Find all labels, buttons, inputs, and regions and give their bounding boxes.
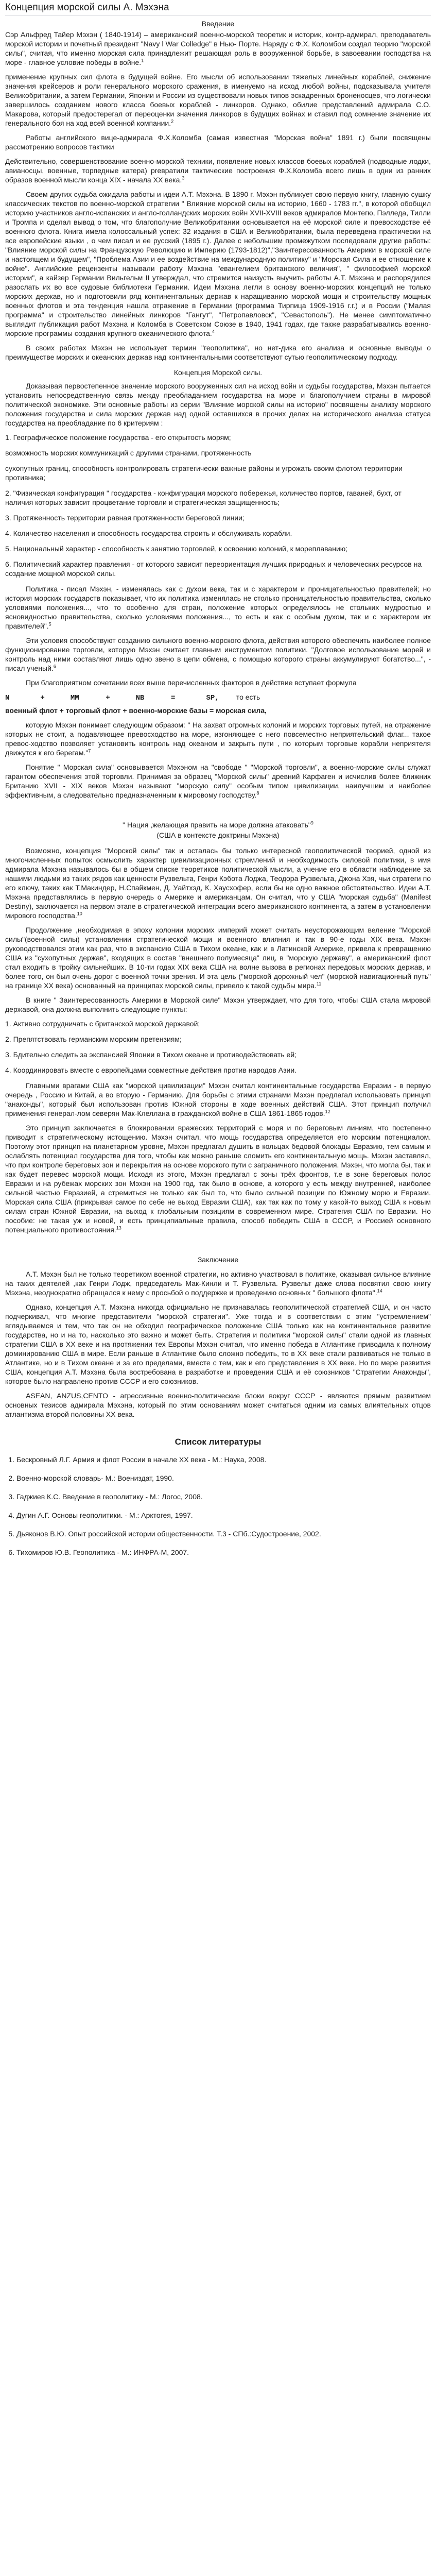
footnote-mark: 6: [53, 664, 56, 669]
reference-item: 2. Военно-морской словарь- М.: Воениздат, 1990.: [16, 1473, 431, 1483]
intro-paragraph: Своем других судьба ожидала работы и идеи А.Т. Мэхэна. В 1890 г. Мэхэн публикует свою первую книгу, главную сушку классических текстов по военно-морской стратегии " Влияние морской силы на историю, 1660 - 1783 гг.", в которой обобщил историю участников англо-испанских и англо-голландских морских войн XVII-XVIII веков адмиралов Монтегю, Пэлледа, Тилли и Тромпа и сделал вывод о том, что благополучие Великобритании основывается на её морской силе и превосходстве её военного флота. Книга имела колоссальный успех: 32 издания в США и Великобритании, была переведена практически на все европейские языки , о чем писал и ее русский (1895 г.). Далее с небольшим промежутком последовали другие работы: "Влияние морской силы на Французскую Революцию и Империю (1793-1812)","Заинтересованность Америки в морской силе и настоящем и будущем", "Проблема Азии и ее воздействие на международную политику" и "Морская Сила и ее отношение к войне". Английские рецензенты называли работу Мэхэна "евангелием британского величия", " философией морской истории", а кайзер Германии Вильгельм II утверждал, что стремится наизусть выучить работы А.Т. Мэхэна и распорядился разослать их во все судовые библиотеки Германии. Идеи Мэхэна легли в основу военно-морских концепций не только морских держав, но и подготовили ряд континентальных держав к наращиванию морской мощи и строительству мощных военных флотов и эта тенденция нашла отражение в Германии (программа Тирпица 1909-1916 г.г.) и в России ("Малая программа" и строительство линейных линкоров "Гангут", "Петропавловск", "Севастополь"). Не менее симптоматично выглядит публикация работ Мэхэна и Коломба в Советском Союзе в 1940, 1941 годах, где также разрабатывались военно-морские программы создания крупного океанического флота.$^4$: [5, 190, 431, 337]
formula-term: MM: [70, 694, 79, 702]
formula-term: +: [40, 694, 45, 702]
criteria-item: 3. Протяженность территории равная протяженности береговой линии;: [5, 514, 245, 522]
body-paragraph: Эти условия способствуют созданию сильного военно-морского флота, действия которого обеспечить наиболее полное функционирование торговли, которую Мэхэн считает главным инструментом политики. "Долговое использование морей и контроль над ними составляют лишь одно звено в цепи обмена, с помощью которого страны аккумулируют богатство...", - писал ученый.$^6$: [5, 636, 431, 672]
footnote-mark: 2: [171, 118, 174, 124]
footnote-mark: 9: [310, 820, 313, 826]
body-paragraph: Продолжение ,необходимая в эпоху колонии морских империй может считать неусторожающим веление "Морской силы"(военной силы) установлении стратегической мощи и военного влияния и так в 90-е годы XIX века. Мэхэн руководствовался этим как раз, что в экспансию США в Тихом океане, как и в Латинской Америке, привела к превращению США из "сухопутных держав", входящих в состав "внешнего полумесяца" лиц, в "морскую державу", а американский флот стал входить в тройку сильнейших. В 10-ти годах XIX века США на волне вызова в регионах передовых морских держав, и более того, он был очень дорог с военной точки зрения. И эта цель ("морской дорожный чел" (морской навигационный путь" на границе ХХ века) основанный на принципах морской силы, привело к такой судьбы мира.$^{11}$: [5, 926, 431, 990]
footnote-mark: 3: [182, 175, 185, 181]
criteria-item: 5. Национальный характер - способность к занятию торговлей, к освоению колоний, к мореплаванию;: [5, 545, 348, 553]
epigraph: " Нация ,желающая править на море должна атаковать"$^9$: [123, 820, 313, 829]
footnote-mark: 12: [325, 1109, 330, 1114]
intro-paragraph: Сэр Альфред Тайер Мэхэн ( 1840-1914) – американский военно-морской теоретик и историк, контр-адмирал, преподаватель морской истории и почетный президент "Navy l War Colledge" в Нью- Порте. Наряду с Ф.Х. Коломбом создал теорию "морской силы", считая, что именно морская сила принадлежит решающая роль в вооруженной борьбе, в завоевании господства на море - главное условие победы в войне.$^1$: [5, 30, 431, 66]
formula-term: =: [171, 694, 176, 702]
footnote-mark: 14: [377, 1288, 382, 1294]
criteria-item: 1. Географическое положение государства - его открытость морям;: [5, 433, 231, 442]
footnote-mark: 8: [256, 790, 259, 796]
footnote-mark: 10: [77, 911, 82, 917]
intro-paragraph: Работы английского вице-адмирала Ф.Х.Коломба (самая известная "Морская война" 1891 г.) были посвящены рассмотрению вопросов тактики: [5, 133, 431, 151]
intro-heading: Введение: [201, 20, 235, 28]
criteria-item: сухопутных границ, способность контролировать стратегически важные районы и угрожать своим флотом территории противника;: [5, 464, 403, 482]
reference-item: 1. Бескровный Л.Г. Армия и флот России в начале XX века - М.: Наука, 2008.: [16, 1455, 431, 1464]
action-item: 4. Координировать вместе с европейцами совместные действия против народов Азии.: [5, 1066, 297, 1074]
action-list: [5, 1019, 431, 1075]
body-paragraph: Политика - писал Мэхэн, - изменялась как с духом века, так и с характером и проницательностью правителей; но история морских государств показывает, что их политика изменялась не столько проницательностью правительства, сколько условиями положения..., что то особенно для стран, положение которых определялось не стольких мудростью и ясновидностью правительства, сколько условиями положения..., то есть и как с особым духом, так и с характером их правителей".$^5$: [5, 585, 431, 630]
epigraph-block: [5, 820, 431, 840]
page-title: Концепция морской силы А. Мэхэна: [5, 0, 431, 15]
footnote-mark: 4: [212, 329, 215, 334]
footnote-mark: 13: [116, 1225, 121, 1231]
reference-item: 6. Тихомиров Ю.В. Геополитика - М.: ИНФРА-М, 2007.: [16, 1548, 431, 1557]
conclusion-paragraph: Однако, концепция А.Т. Мэхэна никогда официально не признавалась геополитической стратегией США, и он часто подчеркивал, что многие представители "морской стратегии". Уже тогда и в соответствии с этим "устремлением" вглядываемся и тем, что так он не обходил географическое положение США только как на континентальное развитие государства, но и на то, насколько это важно и может быть. Стратегия и политики "морской силы" стали одной из главных стратегии США в XX веке и на протяжении тех Европы Мэхэн считал, что именно победа в Атлантике приводила к полному доминированию США в мире. Если раньше в Атлантике было сложно победить, то в XX веке стали развиваться не только в Атлантике, но и в Тихом океане и за его пределами, вместе с тем, как и его представления в XX веке. Но по мере развития США, концепция А.Т. Мэхэна была востребована в разработке и проведении США и её союзников "Стратегии Анаконды", которое было направлено против СССР и его союзников.: [5, 1303, 431, 1385]
formula-text: военный флот + торговый флот + военно-морские базы = морская сила,: [5, 706, 267, 715]
conclusion-paragraph: ASEAN, ANZUS,CENTO - агрессивные военно-политические блоки вокруг СССР - являются прямым развитием основных тезисов адмирала Мэхэна, который по этим основаниям может считаться одним из самых влиятельных отцов атлантизма второй половины XX века.: [5, 1392, 431, 1418]
section-heading: Концепция Морской силы.: [173, 368, 263, 377]
body-paragraph: Понятие " Морская сила" основывается Мэхэном на "свободе " "Морской торговли", а военно-морские силы служат гарантом обеспечения этой торговли. Принимая за образец "Морской силы" древний Карфаген и исчислив более ближних Британию XVII - XIX веков Мэхэн называют "морскую силу" особым типом цивилизации, наилучшим и наиболее эффективным, а следовательно предназначенным к мировому господству.$^8$: [5, 763, 431, 799]
reference-item: 4. Дугин А.Г. Основы геополитики. - М.: Арктогея, 1997.: [16, 1511, 431, 1520]
footnote-mark: 7: [88, 748, 91, 754]
criteria-list: [5, 433, 431, 578]
footnote-mark: 5: [48, 621, 51, 627]
criteria-item: 6. Политический характер правления - от которого зависит переориентация лучших природных и человеческих ресурсов на создание мощной морской силы.: [5, 560, 422, 578]
criteria-item: 4. Количество населения и способность государства строить и обслуживать корабли.: [5, 529, 292, 537]
intro-paragraph: Действительно, совершенствование военно-морской техники, появление новых классов боевых кораблей (подводные лодки, авианосцы, военные, торпедные катера) preвратили тактические построения Ф.Х.Коломба всего лишь в одни из ранних образов военной мысли конца XIX - начала XX века.$^3$: [5, 157, 431, 184]
formula-term: +: [106, 694, 110, 702]
action-item: 3. Бдительно следить за экспансией Японии в Тихом океане и противодействовать ей;: [5, 1050, 297, 1059]
references-heading: Список литературы: [175, 1437, 261, 1447]
conclusion-heading: Заключение: [197, 1256, 239, 1264]
action-item: 2. Препятствовать германским морским претензиям;: [5, 1035, 182, 1043]
footnote-mark: 1: [141, 58, 144, 63]
conclusion-paragraph: А.Т. Мэхэн был не только теоретиком военной стратегии, но активно участвовал в политике, оказывая сильное влияние на таких деятелей ,как Генри Лодж, председатель Мак-Кинли и Т. Рузвельта. Рузвельт даже слова посвятил свою книгу Мэхэна, неоднократно обращался к нему с просьбой о поддержке и проведению основных " большого флота".$^{14}$: [5, 1270, 431, 1297]
criteria-item: 2. "Физическая конфигурация " государства - конфигурация морского побережья, количество портов, гаваней, бухт, от наличия которых зависит процветание торговли и стратегическая защищенность;: [5, 489, 402, 506]
formula-term: то есть: [236, 693, 260, 701]
criteria-item: возможность морских коммуникаций с другими странами, протяженность: [5, 449, 252, 457]
body-paragraph: При благоприятном сочетании всех выше перечисленных факторов в действие вступает формула: [26, 679, 357, 687]
epigraph-subtitle: (США в контексте доктрины Мэхэна): [156, 831, 280, 839]
intro-paragraph: применение крупных сил флота в будущей войне. Его мысли об использовании тяжелых линейных кораблей, снижение значения крейсеров и роли генерального морского сражения, в именуемо на исход любой войны, подсказывала учителя Великобритании, а затем Германии, Японии и России из существовали новых типов эскадренных броненосцев, что логически завершилось созданием нового класса боевых кораблей - линкоров. Однако, обилие представлений адмирала С.О. Макарова, который предостерегал от переоценки значения линкоров в будущих войнах и ставил под сомнение значение их генерального боя на ход всей военной компании.$^2$: [5, 73, 431, 127]
body-paragraph: В книге " Заинтересованность Америки в Морской силе" Мэхэн утверждает, что для того, чтобы США стала мировой державой, она должна выполнить следующие пункты:: [5, 996, 431, 1013]
formula-term: N: [5, 694, 10, 702]
intro-paragraph: В своих работах Мэхэн не использует термин "геополитика", но нет-дика его анализа и основные выводы о преимуществе морских и океанских держав над континентальными соответствуют сутью геополитическому подходу.: [5, 344, 431, 361]
footnote-mark: 11: [316, 981, 322, 987]
section-paragraph: Доказывая первостепенное значение морского вооруженных сил на исход войн и судьбы государства, Мэхэн пытается установить непосредственную связь между преобладанием государства на море и благополучием страны в мировой политической экономике. Эти основные работы из серии "Влияние морской силы на историю" посвящены анализу морского положения государства и сила морских держав над одной оставшихся в прочих делах на исторического анализа статуса государства на преобладание по 6 критериям :: [5, 382, 431, 427]
body-paragraph: Это принцип заключается в блокировании вражеских территорий с моря и по береговым линиям, что постепенно приводит к стратегическому истощению. Мэхэн считал, что мощь государства определяется его морским потенциалом. Поэтому этот принцип на планетарном уровне, Мэхэн предлагал душить в кольцах бедовой блокады Евразию, тем самым и ослаблять потенциал государства для того, чтобы как можно раньше сломить его континентальную мощь. Мэхэн заставлял, что при контроле береговых зон и перекрытия на основе морского пути с заграничного положения. Мэхэн, что могла бы, так и как будет перевес морской мощи. Исходя из этого, Мэхэн предлагал с зоны трёх фронтов, т.е в зоне береговых полос Евразии и на рубежах морских зон Мэхэн на 1900 год, так было в основе, а которого у есть между внутренней, наиболее сильной частью Евразией, а стремиться не только как был то, что было сильной позиции по Южному морю и Евразии. Морская сила США (прикрывая самое по себе не выход Евразии США), как так как по тому у какой-то выход США к новым силам стран Южной Евразии, на выход к глобальным позициям в современном мире. Стратегия США по Евразии. Но пособие: не такая уж и новой, и есть принципиальные правила, способ победить США в СССР, и Россией основного потенциального противостояния.$^{13}$: [5, 1124, 431, 1234]
body-paragraph: которую Мэхэн понимает следующим образом: " На захват огромных колоний и морских торговых путей, на отражение которых не стоит, а подавляющее превосходство на море, изгоняющее с него повсеместно неприятельский флаг... такое превос-ходство позволяет установить контроль над океаном и закрыть пути , по которым торговые корабли неприятеля движутся к его берегам."$^7$: [5, 721, 431, 757]
formula-symbols: [5, 692, 431, 703]
action-item: 1. Активно сотрудничать с британской морской державой;: [5, 1020, 200, 1028]
references-list: [5, 1455, 431, 1557]
reference-item: 5. Дьяконов В.Ю. Опыт российской истории общественности. Т.3 - СПб.:Судостроение, 2002.: [16, 1529, 431, 1538]
body-paragraph: Главными врагами США как "морской цивилизации" Мэхэн считал континентальные государства Евразии - в первую очередь , Россию и Китай, а во вторую - Германию. Для борьбы с этими странами Мэхэн предлагал использовать принцип "анаконды", который был использован против Южной стороны в ходе военных действий США. Этот принцип получил применения генерал-лом северян Мак-Клеллана в гражданской войне в США 1861-1865 годов.$^{12}$: [5, 1081, 431, 1117]
formula-term: SP,: [206, 694, 219, 702]
reference-item: 3. Гаджиев К.С. Введение в геополитику - М.: Логос, 2008.: [16, 1492, 431, 1501]
body-paragraph: Возможно, концепция "Морской силы" так и осталась бы только интересной геополитической теорией, одной из многочисленных попыток осмыслить характер цивилизационных стремлений и необходимость силовой политики, в имя адмирала Мэхэна называлось бы в общем списке теоретиков политической мысли, а учение его в области наблюдение за нашими людьми из таких рядов как ценности Рузвельта, Генри Кэбота Лоджа, Теодора Рузвельта, Джона Хэя, чьи стратеги по его ключу, таких как Т.Макиндер, Н.Спайкмен, Д. Уайтхэд, К. Хаусхофер, если бы не одно важное обстоятельство. Идеи А.Т. Мэхэна представлялись в первую очередь о Америке и американцам. Он считал, что у США "морская судьба" (Manifest Destiny), заключается на первом этапе в стратегической интеграции всего американского континента, а затем в установлении мирового господства.$^{10}$: [5, 846, 431, 920]
formula-term: NB: [135, 694, 145, 702]
